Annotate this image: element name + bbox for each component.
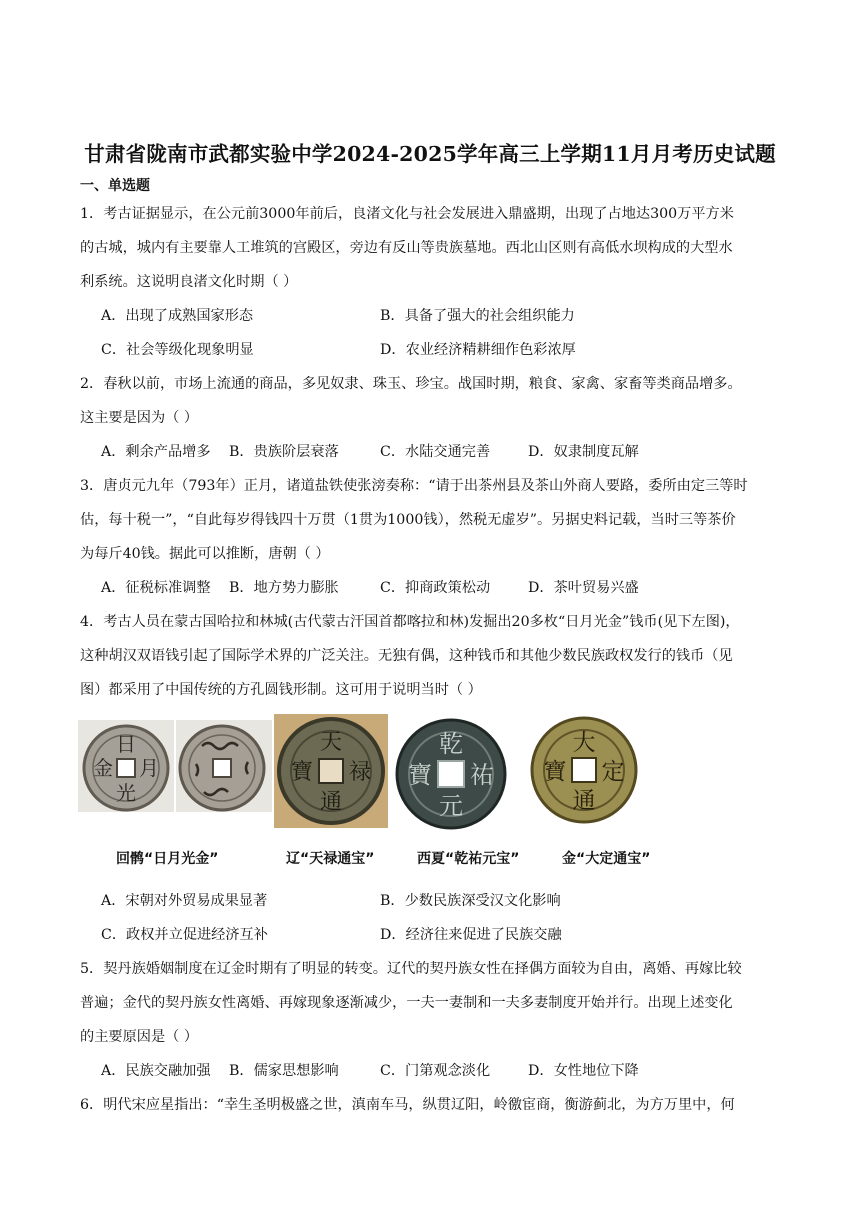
caption-huihu: 回鹘“日月光金” xyxy=(116,851,219,867)
coin5-char-bottom: 通 xyxy=(572,788,596,814)
coin3-char-bottom: 通 xyxy=(319,790,343,815)
q4-line-3: 图）都采用了中国传统的方孔圆钱形制。这可用于说明当时（ ） xyxy=(80,682,482,698)
coin4-char-top: 乾 xyxy=(439,730,463,758)
coin3-char-right: 禄 xyxy=(348,760,372,785)
coin5-char-left: 寶 xyxy=(543,759,567,785)
page-title: 甘肃省陇南市武都实验中学2024-2025学年高三上学期11月月考历史试题 xyxy=(84,142,776,166)
q2-option-d: D．奴隶制度瓦解 xyxy=(528,444,639,460)
section-heading: 一、单选题 xyxy=(80,178,150,194)
q1-option-d: D．农业经济精耕细作色彩浓厚 xyxy=(380,342,576,358)
coin3-char-top: 天 xyxy=(319,730,343,755)
q5-option-b: B．儒家思想影响 xyxy=(229,1063,339,1079)
q3-line-3: 为每斤40钱。据此可以推断，唐朝（ ） xyxy=(80,546,330,562)
q5-line-1: 5．契丹族婚姻制度在辽金时期有了明显的转变。辽代的契丹族女性在择偶方面较为自由，离婚、再嫁比较 xyxy=(80,961,742,977)
q2-option-c: C．水陆交通完善 xyxy=(380,444,491,460)
coin5-char-top: 大 xyxy=(572,730,596,756)
coin1-char-left: 金 xyxy=(93,756,113,780)
coin-qianyouyuanbao xyxy=(397,720,505,828)
coin3-char-left: 寶 xyxy=(290,760,314,785)
coin-sogdian-reverse xyxy=(176,720,272,812)
q1-line-2: 的古城，城内有主要靠人工堆筑的宫殿区，旁边有反山等贵族墓地。西北山区则有高低水坝构成的大型水 xyxy=(80,240,733,256)
q3-line-2: 估，每十税一”，“自此每岁得钱四十万贯（1贯为1000钱），然税无虚岁”。另据史料记载，当时三等茶价 xyxy=(80,512,736,528)
caption-jin: 金“大定通宝” xyxy=(562,851,651,867)
q4-line-1: 4．考古人员在蒙古国哈拉和林城(古代蒙古汗国首都喀拉和林)发掘出20多枚“日月光金”钱币(见下左图)， xyxy=(80,614,740,630)
q5-option-c: C．门第观念淡化 xyxy=(380,1063,491,1079)
coin1-char-top: 日 xyxy=(116,732,136,756)
q1-line-1: 1．考古证据显示，在公元前3000年前后，良渚文化与社会发展进入鼎盛期，出现了占地达300万平方米 xyxy=(80,206,734,222)
coin-dadingtongbao xyxy=(532,718,636,822)
q3-option-c: C．抑商政策松动 xyxy=(380,580,491,596)
coin1-char-bottom: 光 xyxy=(116,781,136,805)
q5-option-d: D．女性地位下降 xyxy=(528,1063,639,1079)
q3-option-d: D．茶叶贸易兴盛 xyxy=(528,580,639,596)
caption-liao: 辽“天禄通宝” xyxy=(286,851,375,867)
coin4-char-right: 祐 xyxy=(470,761,494,789)
coin-riyueguangjin xyxy=(78,720,174,812)
coin-tianlutongbao xyxy=(274,714,388,828)
caption-xixia: 西夏“乾祐元宝” xyxy=(417,851,520,867)
q4-option-a: A．宋朝对外贸易成果显著 xyxy=(101,893,268,909)
q2-line-2: 这主要是因为（ ） xyxy=(80,410,199,426)
q4-option-b: B．少数民族深受汉文化影响 xyxy=(380,893,561,909)
q3-option-b: B．地方势力膨胀 xyxy=(229,580,339,596)
coin1-char-right: 月 xyxy=(139,756,159,780)
q3-line-1: 3．唐贞元九年（793年）正月，诸道盐铁使张滂奏称：“请于出茶州县及茶山外商人要路，委所由定三等时 xyxy=(80,478,748,494)
q1-option-c: C．社会等级化现象明显 xyxy=(101,342,254,358)
q1-option-b: B．具备了强大的社会组织能力 xyxy=(380,308,575,324)
coin4-char-bottom: 元 xyxy=(439,792,463,820)
q4-option-d: D．经济往来促进了民族交融 xyxy=(380,927,562,943)
coin4-char-left: 寶 xyxy=(408,761,432,789)
q4-line-2: 这种胡汉双语钱引起了国际学术界的广泛关注。无独有偶，这种钱币和其他少数民族政权发行的钱币（见 xyxy=(80,648,733,664)
q6-line-1: 6．明代宋应星指出：“幸生圣明极盛之世，滇南车马，纵贯辽阳，岭徼宦商，衡游蓟北，为方万里中，何 xyxy=(80,1097,735,1113)
q2-line-1: 2．春秋以前，市场上流通的商品，多见奴隶、珠玉、珍宝。战国时期，粮食、家禽、家畜等类商品增多。 xyxy=(80,376,742,392)
q5-option-a: A．民族交融加强 xyxy=(101,1063,211,1079)
q5-line-2: 普遍；金代的契丹族女性离婚、再嫁现象逐渐减少，一夫一妻制和一夫多妻制度开始并行。出现上述变化 xyxy=(80,995,733,1011)
q3-option-a: A．征税标准调整 xyxy=(101,580,211,596)
q2-option-b: B．贵族阶层衰落 xyxy=(229,444,339,460)
q2-option-a: A．剩余产品增多 xyxy=(101,444,211,460)
q4-option-c: C．政权并立促进经济互补 xyxy=(101,927,268,943)
coin5-char-right: 定 xyxy=(601,759,625,785)
q5-line-3: 的主要原因是（ ） xyxy=(80,1029,199,1045)
q1-option-a: A．出现了成熟国家形态 xyxy=(101,308,254,324)
q1-line-3: 利系统。这说明良渚文化时期（ ） xyxy=(80,274,298,290)
